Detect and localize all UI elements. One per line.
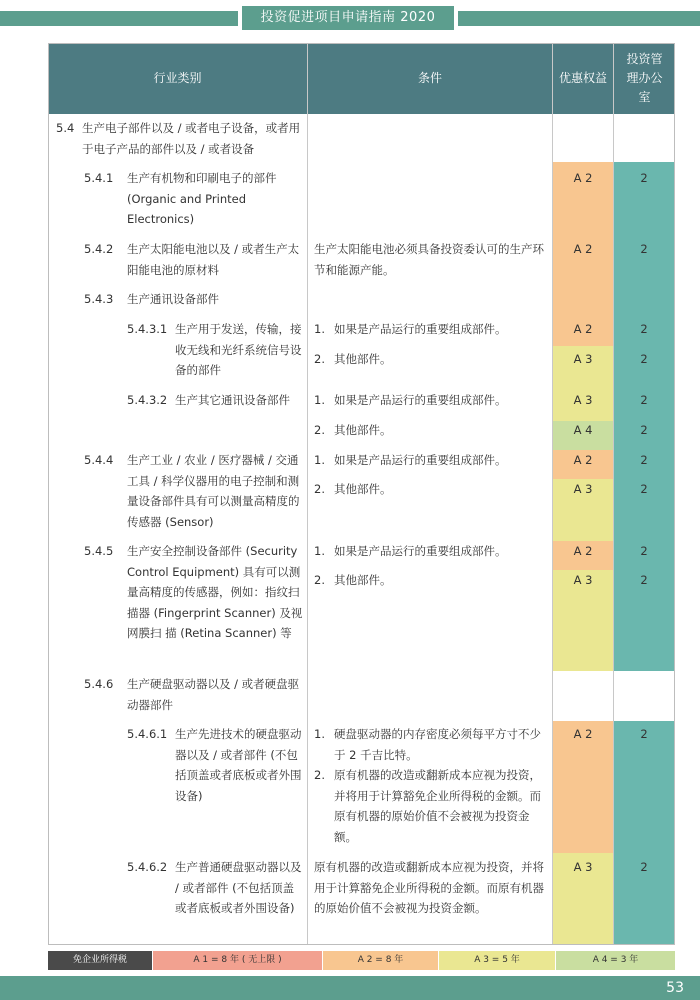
row-condition: 其他部件。	[334, 482, 392, 496]
benefit-code: A 2	[573, 727, 593, 741]
row-condition: 如果是产品运行的重要组成部件。	[334, 322, 507, 336]
page-number: 53	[666, 980, 684, 996]
condition-number: 1.	[314, 393, 325, 407]
column-header-benefit: 优惠权益	[553, 43, 613, 114]
office-code: 2	[640, 453, 648, 467]
page-title: 投资促进项目申请指南 2020	[242, 6, 454, 30]
row-condition: 其他部件。	[334, 573, 392, 587]
row-category: 生产工业 / 农业 / 医疗器械 / 交通工具 / 科学仪器用的电子控制和测量设备部件具有可以测量高精度的传感器 (Sensor)	[127, 453, 300, 529]
row-condition: 其他部件。	[334, 423, 392, 437]
row-number: 5.4.6.1	[127, 727, 168, 741]
footer-band	[0, 976, 700, 1000]
row-category: 生产通讯设备部件	[127, 292, 219, 306]
benefit-code: A 2	[573, 322, 593, 336]
condition-number: 1.	[314, 727, 325, 741]
row-condition: 原有机器的改造或翻新成本应视为投资，并将用于计算豁免企业所得税的金额。而原有机器的原始价值不会被视为投资金额。	[314, 860, 544, 915]
incentive-table	[48, 43, 675, 945]
condition-number: 2.	[314, 768, 325, 782]
condition-number: 2.	[314, 573, 325, 587]
condition-number: 1.	[314, 453, 325, 467]
page-header	[0, 0, 700, 30]
benefit-code: A 2	[573, 242, 593, 256]
legend-label: 免企业所得税	[48, 951, 152, 970]
row-category: 生产有机物和印刷电子的部件 (Organic and Printed Electronics)	[127, 171, 277, 226]
row-number: 5.4.3.2	[127, 393, 168, 407]
row-category: 生产太阳能电池以及 / 或者生产太阳能电池的原材料	[127, 242, 300, 277]
legend-a3: A 3 = 5 年	[439, 951, 555, 970]
office-code: 2	[640, 352, 648, 366]
office-code: 2	[640, 242, 648, 256]
benefit-code: A 3	[573, 482, 593, 496]
row-condition: 如果是产品运行的重要组成部件。	[334, 453, 507, 467]
row-category: 生产电子部件以及 / 或者电子设备，或者用于电子产品的部件以及 / 或者设备	[82, 121, 301, 156]
row-condition: 其他部件。	[334, 352, 392, 366]
benefit-code: A 4	[573, 423, 593, 437]
office-code: 2	[640, 423, 648, 437]
condition-number: 2.	[314, 423, 325, 437]
benefit-code: A 3	[573, 393, 593, 407]
benefit-code: A 2	[573, 544, 593, 558]
row-category: 生产硬盘驱动器以及 / 或者硬盘驱动器部件	[127, 677, 300, 712]
legend-a1: A 1 = 8 年 ( 无上限 )	[153, 951, 322, 970]
row-number: 5.4.1	[84, 171, 114, 185]
row-category: 生产用于发送，传输，接收无线和光纤系统信号设备的部件	[175, 322, 302, 377]
row-number: 5.4.2	[84, 242, 114, 256]
row-category: 生产其它通讯设备部件	[175, 393, 290, 407]
office-code: 2	[640, 322, 648, 336]
condition-number: 2.	[314, 352, 325, 366]
row-condition: 生产太阳能电池必须具备投资委认可的生产环节和能源产能。	[314, 242, 544, 277]
condition-number: 2.	[314, 482, 325, 496]
legend-a4: A 4 = 3 年	[556, 951, 675, 970]
benefit-code: A 2	[573, 453, 593, 467]
column-header-office: 投资管理办公室	[614, 43, 675, 114]
office-code: 2	[640, 573, 648, 587]
office-code: 2	[640, 482, 648, 496]
row-condition: 原有机器的改造或翻新成本应视为投资，并将用于计算豁免企业所得税的金额。而原有机器的原始价值不会被视为投资金额。	[334, 768, 541, 844]
condition-number: 1.	[314, 544, 325, 558]
row-number: 5.4.6.2	[127, 860, 168, 874]
legend-a2: A 2 = 8 年	[323, 951, 438, 970]
row-number: 5.4.5	[84, 544, 114, 558]
row-condition: 如果是产品运行的重要组成部件。	[334, 393, 507, 407]
row-number: 5.4.3.1	[127, 322, 168, 336]
benefit-code: A 3	[573, 352, 593, 366]
row-number: 5.4.6	[84, 677, 114, 691]
benefit-code: A 2	[573, 171, 593, 185]
benefit-code: A 3	[573, 573, 593, 587]
column-header-category: 行业类别	[48, 43, 307, 114]
column-header-condition: 条件	[308, 43, 552, 114]
header-cap-right	[454, 8, 458, 28]
office-code: 2	[640, 860, 648, 874]
row-category: 生产安全控制设备部件 (Security Control Equipment) 具有可以测量高精度的传感器，例如：指纹扫描器 (Fingerprint Scanner) 及视网膜扫 描 (Retina Scanner) 等	[127, 544, 303, 640]
row-number: 5.4	[56, 121, 75, 135]
row-category: 生产普通硬盘驱动器以及 / 或者部件 (不包括顶盖或者底板或者外围设备)	[175, 860, 302, 915]
row-category: 生产先进技术的硬盘驱动器以及 / 或者部件 (不包括顶盖或者底板或者外围设备)	[175, 727, 302, 803]
condition-number: 1.	[314, 322, 325, 336]
office-code: 2	[640, 727, 648, 741]
row-number: 5.4.4	[84, 453, 114, 467]
office-code: 2	[640, 171, 648, 185]
benefit-code: A 3	[573, 860, 593, 874]
row-condition: 硬盘驱动器的内存密度必须每平方寸不少于 2 千吉比特。	[334, 727, 541, 762]
row-condition: 如果是产品运行的重要组成部件。	[334, 544, 507, 558]
office-code: 2	[640, 544, 648, 558]
office-code: 2	[640, 393, 648, 407]
row-number: 5.4.3	[84, 292, 114, 306]
